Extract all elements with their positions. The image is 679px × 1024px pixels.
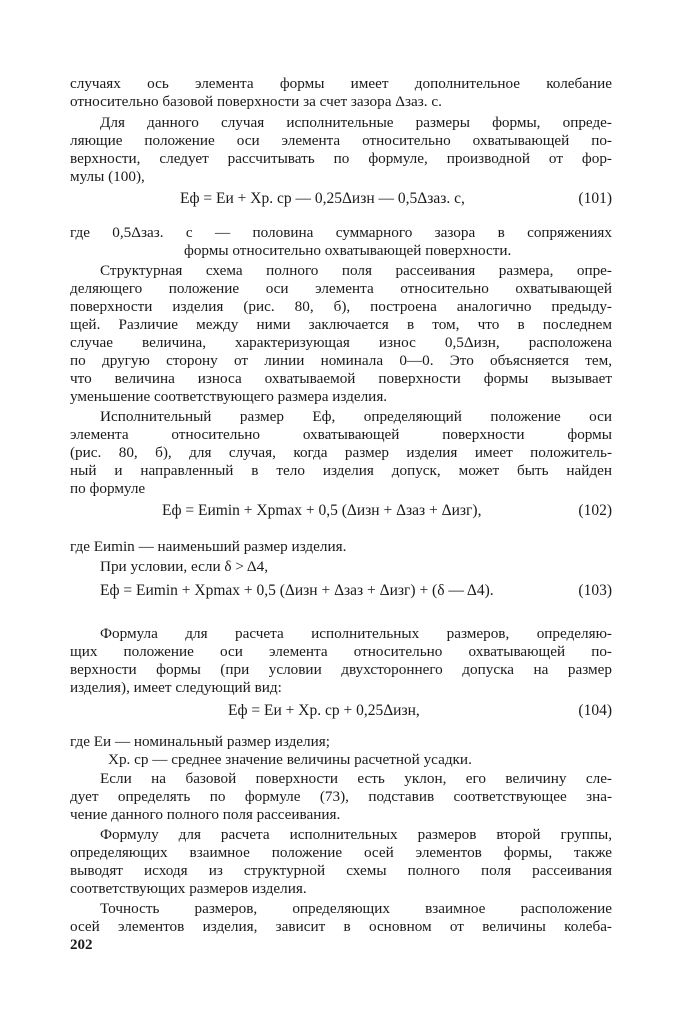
text-line: осей элементов изделия, зависит в основном от величины колеба- <box>70 918 612 935</box>
formula-expression: Еф = Еиmin + Xpmax + 0,5 (Δизн + Δзаз + Δизг) + (δ — Δ4). <box>100 582 494 599</box>
formula-number: (103) <box>578 582 612 599</box>
text-line: Формулу для расчета исполнительных размеров второй группы, <box>100 826 612 843</box>
text-line: где 0,5Δзаз. с — половина суммарного зазора в сопряжениях <box>70 224 612 241</box>
text-line: Точность размеров, определяющих взаимное расположение <box>100 900 612 917</box>
formula-104 <box>70 700 612 722</box>
text-line: Структурная схема полного поля рассеивания размера, опре- <box>100 262 612 279</box>
text-line: случае величина, характеризующая износ 0,5Δизн, расположена <box>70 334 612 351</box>
text-line: деляющего положение оси элемента относительно охватывающей <box>70 280 612 297</box>
text-line: где Еи — номинальный размер изделия; <box>70 733 330 750</box>
formula-expression: Еф = Еи + Xр. ср + 0,25Δизн, <box>228 702 420 719</box>
text-line: по другую сторону от линии номинала 0—0. Это объясняется тем, <box>70 352 612 369</box>
text-line: При условии, если δ > Δ4, <box>100 558 269 575</box>
text-line: элемента относительно охватывающей поверхности формы <box>70 426 612 443</box>
text-line: Xр. ср — среднее значение величины расчетной усадки. <box>108 751 472 768</box>
text-line: где Еиmin — наименьший размер изделия. <box>70 538 347 555</box>
text-line: щих положение оси элемента относительно охватывающей по- <box>70 643 612 660</box>
text-line: определяющих взаимное положение осей элементов формы, также <box>70 844 612 861</box>
text-line: случаях ось элемента формы имеет дополнительное колебание <box>70 75 612 92</box>
text-line: (рис. 80, б), для случая, когда размер изделия имеет положитель- <box>70 444 612 461</box>
text-line: относительно базовой поверхности за счет зазора Δзаз. с. <box>70 93 442 110</box>
formula-expression: Еф = Еиmin + Xpmax + 0,5 (Δизн + Δзаз + Δизг), <box>162 502 482 519</box>
formula-102 <box>70 500 612 522</box>
text-line: ный и направленный в тело изделия допуск, может быть найден <box>70 462 612 479</box>
formula-101 <box>70 188 612 210</box>
text-line: Исполнительный размер Еф, определяющий положение оси <box>100 408 612 425</box>
text-line: изделия), имеет следующий вид: <box>70 679 282 696</box>
formula-number: (101) <box>578 190 612 207</box>
text-line: что величина износа охватываемой поверхности формы вызывает <box>70 370 612 387</box>
formula-number: (102) <box>578 502 612 519</box>
formula-expression: Еф = Еи + Xр. ср — 0,25Δизн — 0,5Δзаз. с, <box>180 190 465 207</box>
text-line: Формула для расчета исполнительных размеров, определяю- <box>100 625 612 642</box>
text-line: мулы (100), <box>70 168 145 185</box>
text-line: уменьшение соответствующего размера изделия. <box>70 388 388 405</box>
text-line: дует определять по формуле (73), подставив соответствующее зна- <box>70 788 612 805</box>
text-line: по формуле <box>70 480 146 497</box>
text-line: верхности формы (при условии двухстороннего допуска на размер <box>70 661 612 678</box>
text-line: соответствующих размеров изделия. <box>70 880 307 897</box>
formula-number: (104) <box>578 702 612 719</box>
text-line: поверхности изделия (рис. 80, б), построена аналогично предыду- <box>70 298 612 315</box>
text-line: щей. Различие между ними заключается в том, что в последнем <box>70 316 612 333</box>
text-line: верхности, следует рассчитывать по формуле, производной от фор- <box>70 150 612 167</box>
text-line: Для данного случая исполнительные размеры формы, опреде- <box>100 114 612 131</box>
text-line: Если на базовой поверхности есть уклон, его величину сле- <box>100 770 612 787</box>
formula-103 <box>70 580 612 602</box>
text-line: выводят исходя из структурной схемы полного поля рассеивания <box>70 862 612 879</box>
text-line: чение данного полного поля рассеивания. <box>70 806 341 823</box>
text-line: формы относительно охватывающей поверхности. <box>184 242 512 259</box>
page-number: 202 <box>70 937 93 953</box>
text-line: ляющие положение оси элемента относительно охватывающей по- <box>70 132 612 149</box>
